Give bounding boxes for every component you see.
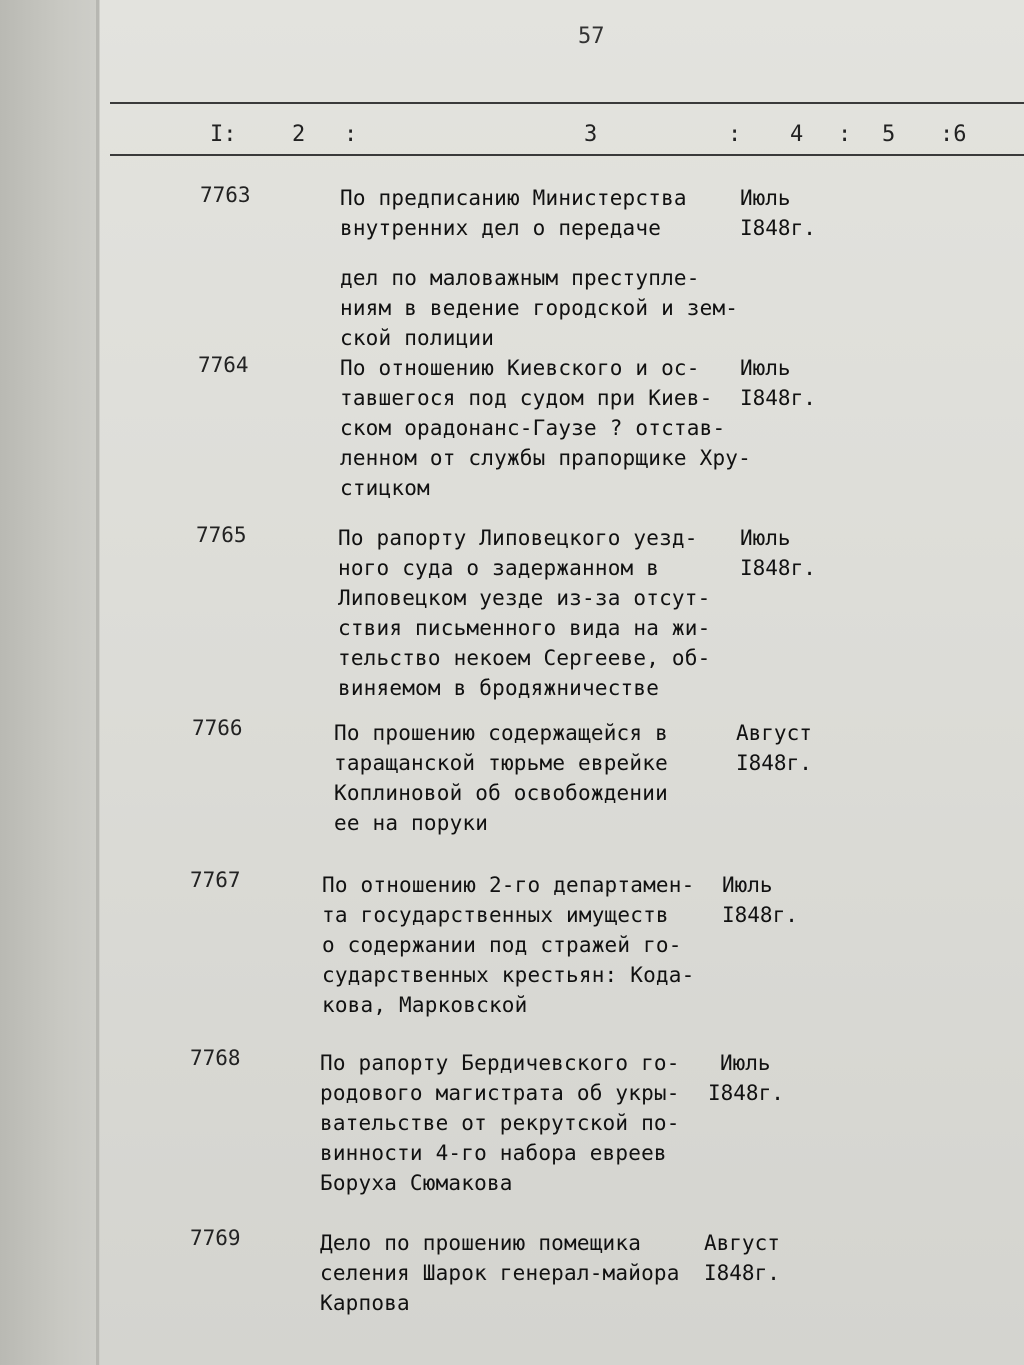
entry-line: виняемом в бродяжничестве: [338, 676, 660, 700]
entry-year: I848г.: [722, 903, 798, 927]
column-header-separator: :: [728, 122, 742, 147]
entry-month: Август: [704, 1231, 780, 1255]
entry-date: [740, 523, 816, 583]
entry-number: 7769: [190, 1226, 241, 1250]
entry-line: та государственных имуществ: [322, 903, 669, 927]
entry-line: селения Шарок генерал-майора: [320, 1261, 680, 1285]
entry-line: Дело по прошению помещика: [320, 1231, 642, 1255]
entry-description: [340, 183, 738, 353]
column-header-5: 5: [882, 122, 896, 147]
entry-line: По отношению 2-го департамен-: [322, 873, 695, 897]
entry-line: внутренних дел о передаче: [340, 216, 662, 240]
entry-number: 7764: [198, 353, 249, 377]
entry-description: [340, 353, 751, 503]
entry-number: 7765: [196, 523, 247, 547]
entry-line: тавшегося под судом при Киев-: [340, 386, 713, 410]
entry-line: дел по маловажным преступле-: [340, 266, 700, 290]
entry-line: По рапорту Липовецкого уезд-: [338, 526, 698, 550]
header-rule-bottom: [110, 154, 1024, 156]
entry-line: вательстве от рекрутской по-: [320, 1111, 680, 1135]
column-header-2: 2: [292, 122, 306, 147]
entry-line: кова, Марковской: [322, 993, 528, 1017]
entry-description: [322, 870, 694, 1020]
entry-month: Август: [736, 721, 812, 745]
entry-line: ском орадонанс-Гаузе ? отстав-: [340, 416, 726, 440]
column-header-6: :6: [940, 122, 967, 147]
column-header-separator: :: [838, 122, 852, 147]
entry-date: [740, 183, 816, 243]
entry-month: Июль: [722, 873, 773, 897]
entry-line: По предписанию Министерства: [340, 186, 687, 210]
entry-date: [740, 353, 816, 413]
entry-month: Июль: [740, 356, 791, 380]
entry-line: винности 4-го набора евреев: [320, 1141, 667, 1165]
entry-year: I848г.: [740, 216, 816, 240]
entry-month: Июль: [740, 186, 791, 210]
entry-line: о содержании под стражей го-: [322, 933, 682, 957]
entry-year: I848г.: [740, 556, 816, 580]
entry-month: Июль: [720, 1051, 771, 1075]
entry-date: [722, 870, 798, 930]
entry-line: Карпова: [320, 1291, 410, 1315]
entry-line: ленном от службы прапорщике Хру-: [340, 446, 751, 470]
entry-line: По прошению содержащейся в: [334, 721, 668, 745]
entry-line: ской полиции: [340, 326, 495, 350]
entry-date: [704, 1228, 780, 1288]
entry-line: По отношению Киевского и ос-: [340, 356, 700, 380]
entry-description: [334, 718, 668, 838]
entry-line: По рапорту Бердичевского го-: [320, 1051, 680, 1075]
entry-line: Коплиновой об освобождении: [334, 781, 668, 805]
entry-line: тельство некоем Сергееве, об-: [338, 646, 711, 670]
entry-line: таращанской тюрьме еврейке: [334, 751, 668, 775]
entry-year: I848г.: [704, 1261, 780, 1285]
column-header-1: I:: [210, 122, 237, 147]
entry-description: [320, 1228, 680, 1318]
entry-year: I848г.: [708, 1081, 784, 1105]
entry-number: 7767: [190, 868, 241, 892]
entry-line: сударственных крестьян: Кода-: [322, 963, 695, 987]
entry-year: I848г.: [736, 751, 812, 775]
entry-number: 7768: [190, 1046, 241, 1070]
entry-date: [708, 1048, 784, 1108]
entry-description: [320, 1048, 680, 1198]
entry-date: [736, 718, 812, 778]
column-header-4: 4: [790, 122, 804, 147]
facing-page-edge: [96, 0, 99, 1365]
header-rule-top: [110, 102, 1024, 104]
entry-line: ного суда о задержанном в: [338, 556, 660, 580]
column-header-separator: :: [344, 122, 358, 147]
entry-month: Июль: [740, 526, 791, 550]
entry-line: ствия письменного вида на жи-: [338, 616, 711, 640]
entry-description: [338, 523, 710, 703]
entry-number: 7766: [192, 716, 243, 740]
page-number: 57: [578, 24, 605, 49]
column-header-3: 3: [584, 122, 598, 147]
entry-line: Липовецком уезде из-за отсут-: [338, 586, 711, 610]
entry-line: стицком: [340, 476, 430, 500]
entry-year: I848г.: [740, 386, 816, 410]
entry-number: 7763: [200, 183, 251, 207]
entry-line: родового магистрата об укры-: [320, 1081, 680, 1105]
entry-line: ее на поруки: [334, 811, 489, 835]
entry-line: Боруха Сюмакова: [320, 1171, 513, 1195]
entry-line: ниям в ведение городской и зем-: [340, 296, 739, 320]
